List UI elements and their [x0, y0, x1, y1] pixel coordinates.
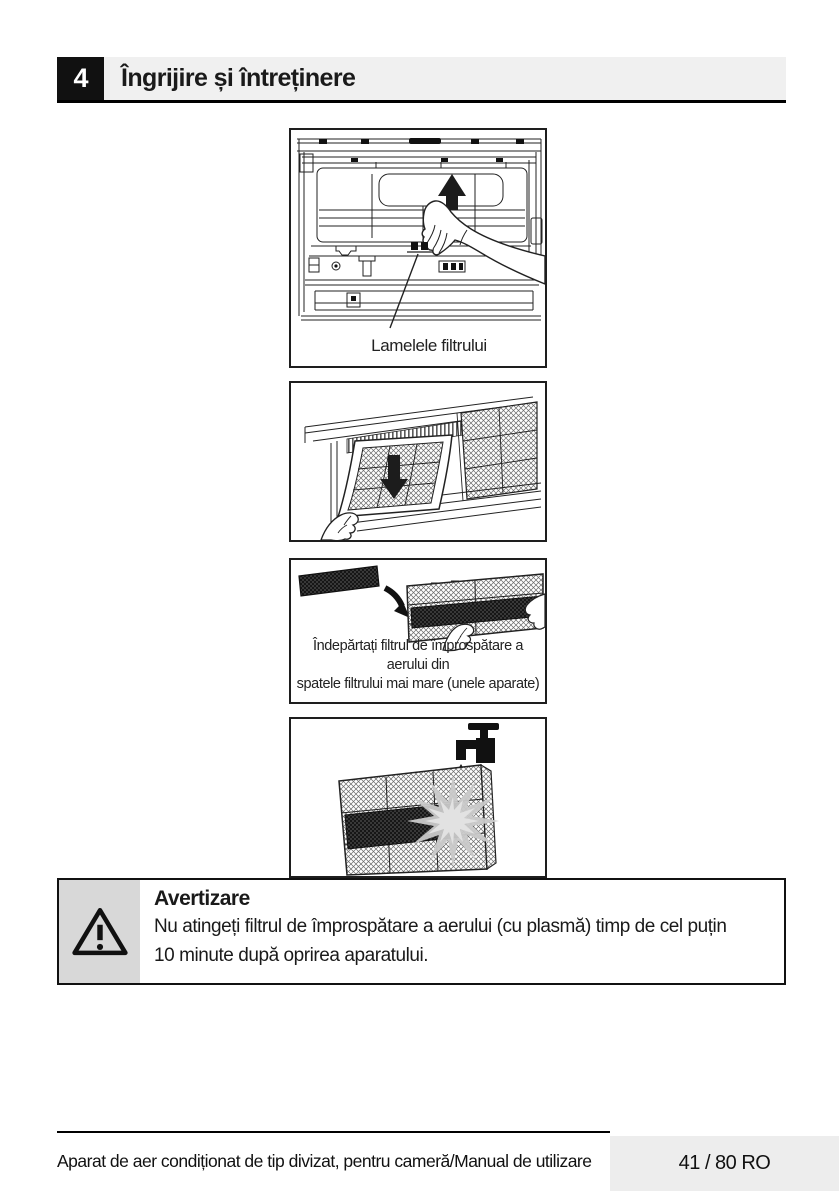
warning-triangle-icon [71, 905, 129, 959]
figure-label: Lamelele filtrului [371, 336, 487, 355]
hand-illustration [321, 513, 358, 540]
figure-caption: Îndepărtați filtrul de împrospătare a aerului din spatele filtrului mai mare (unele aparate) [296, 637, 540, 692]
figure-filter-tabs [289, 128, 547, 368]
page-title: Îngrijire și întreținere [121, 64, 356, 92]
ac-unit-illustration [291, 130, 545, 366]
section-number: 4 [57, 57, 104, 100]
faucet-icon [456, 723, 499, 771]
footer-page-indicator: 41 / 80 RO [610, 1136, 839, 1191]
footer-rule [57, 1131, 610, 1133]
warning-text-line: 10 minute după oprirea aparatului. [154, 944, 429, 966]
figure-filter-washing [289, 717, 547, 878]
footer-document-title: Aparat de aer condiționat de tip divizat, pentru cameră/Manual de utilizare [57, 1151, 592, 1171]
warning-text-line: Nu atingeți filtrul de împrospătare a aerului (cu plasmă) timp de cel puțin [154, 916, 727, 937]
warning-title: Avertizare [154, 887, 250, 910]
warning-icon-cell [59, 880, 140, 983]
section-header [57, 57, 786, 103]
figure-filter-removal [289, 381, 547, 542]
curved-arrow-icon [385, 588, 402, 606]
figure-air-refresh-filter [289, 558, 547, 704]
warning-box [57, 878, 786, 985]
filter-removal-illustration [291, 383, 545, 540]
filter-washing-illustration [291, 719, 545, 876]
warning-body [140, 880, 740, 983]
